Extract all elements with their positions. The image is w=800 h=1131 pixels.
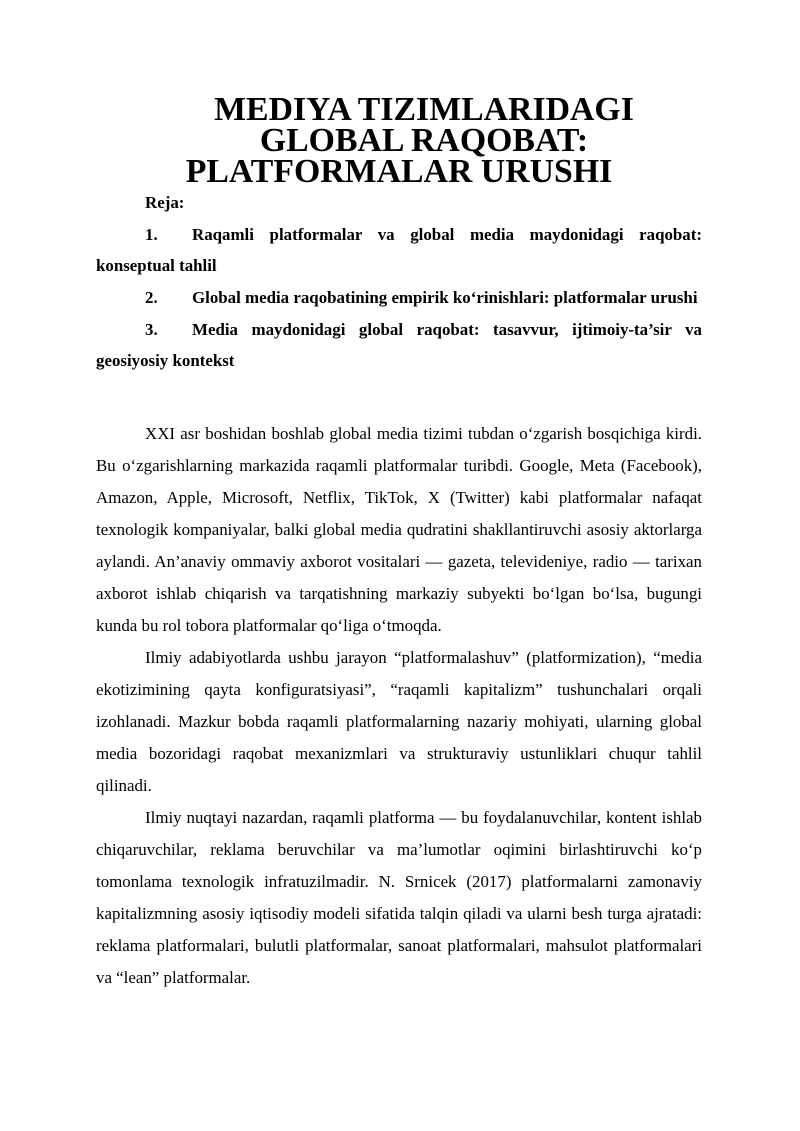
plan-item-number: 1. [145,225,158,244]
plan-item-number: 3. [145,320,158,339]
paragraph-3: Ilmiy nuqtayi nazardan, raqamli platforma — bu foydalanuvchilar, kontent ishlab chiqaruvchilar, reklama beruvchilar va ma’lumotlar oqimini birlashtiruvchi ko‘p tomonlama texnologik infratuzilmadir. N. Srnicek (2017) platformalarni zamonaviy kapitalizmning asosiy iqtisodiy modeli sifatida talqin qiladi va ularni besh turga ajratadi: reklama platformalari, bulutli platformalar, sanoat platformalari, mahsulot platformalari va “lean” platformalar. [96,808,702,987]
document-page [96,91,702,994]
plan-item-text: Global media raqobatining empirik ko‘rinishlari: platformalar urushi [192,288,698,307]
plan-item-text: Raqamli platformalar va global media maydonidagi raqobat: konseptual tahlil [96,225,702,275]
plan-item-number: 2. [145,288,158,307]
paragraph-2: Ilmiy adabiyotlarda ushbu jarayon “platformalashuv” (platformization), “media ekotizimining qayta konfiguratsiyasi”, “raqamli kapitalizm” tushunchalari orqali izohlanadi. Mazkur bobda raqamli platformalarning nazariy mohiyati, ularning global media bozoridagi raqobat mexanizmlari va strukturaviy ustunliklari chuqur tahlil qilinadi. [96,648,702,795]
plan-label: Reja: [145,193,185,212]
title-line-2: PLATFORMALAR URUSHI [185,153,613,190]
plan-item-2 [96,282,702,313]
plan-list [96,219,702,376]
plan-item-3 [96,314,702,376]
plan-item-1 [96,219,702,281]
title-line-1: MEDIYA TIZIMLARIDAGI GLOBAL RAQOBAT: [214,91,634,159]
body-text [96,418,702,994]
paragraph-1: XXI asr boshidan boshlab global media tizimi tubdan o‘zgarish bosqichiga kirdi. Bu o‘zgarishlarning markazida raqamli platformalar turibdi. Google, Meta (Facebook), Amazon, Apple, Microsoft, Netflix, TikTok, X (Twitter) kabi platformalar nafaqat texnologik kompaniyalar, balki global media qudratini shakllantiruvchi asosiy aktorlarga aylandi. An’anaviy ommaviy axborot vositalari — gazeta, televideniye, radio — tarixan axborot ishlab chiqarish va tarqatishning markaziy subyekti bo‘lgan bo‘lsa, bugungi kunda bu rol tobora platformalar qo‘liga o‘tmoqda. [96,424,702,635]
plan-item-text: Media maydonidagi global raqobat: tasavvur, ijtimoiy-ta’sir va geosiyosiy kontekst [96,320,702,370]
document-title [96,91,702,190]
